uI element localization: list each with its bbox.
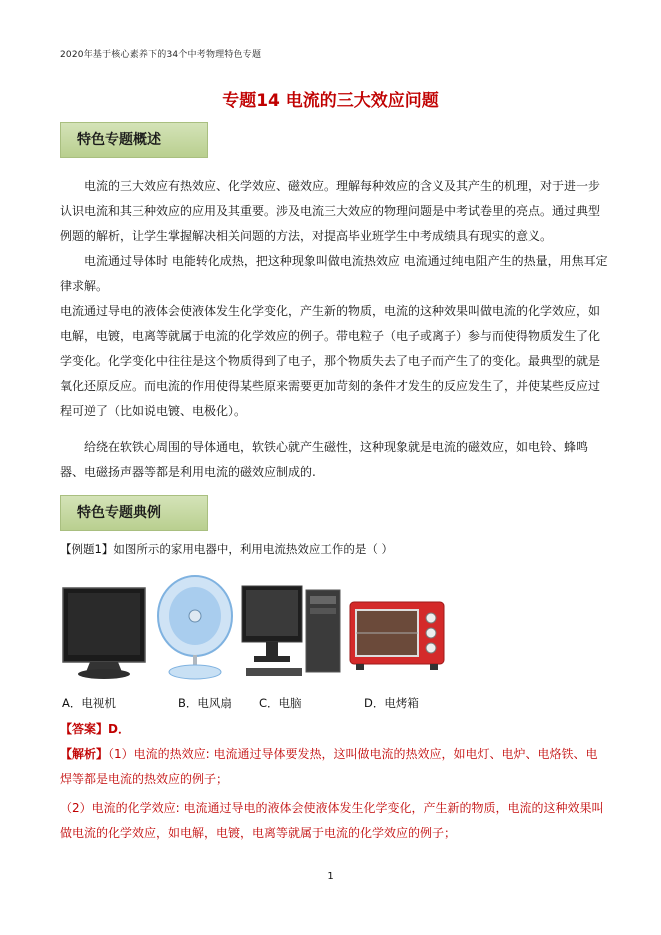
tv-image (60, 582, 148, 682)
analysis-part-1 (60, 742, 608, 792)
option-b: B．电风扇 (178, 696, 232, 710)
oven-image (348, 598, 448, 674)
answer-tag: 【答案】 (60, 722, 109, 736)
overview-paragraph-3: 电流通过导电的液体会使液体发生化学变化，产生新的物质，电流的这种效果叫做电流的化学效应，如电解，电镀，电离等就属于电流的化学效应的例子。带电粒子（电子或离子）参与而使得物质发生了化学变化。化学变化中往往是这个物质得到了电子，那个物质失去了电子而产生了的变化。最典型的就是氧化还原反应。而电流的作用使得某些原来需要更加苛刻的条件才发生的反应发生了，并使某些反应过程可逆了（比如说电镀、电极化）。 (60, 304, 601, 418)
section-label-text: 特色专题概述 (77, 132, 161, 148)
answer-line (60, 717, 608, 742)
example-question (60, 541, 393, 557)
page-title: 专题14 电流的三大效应问题 (222, 91, 439, 111)
fan-image (154, 572, 236, 684)
page-number: 1 (327, 871, 334, 882)
overview-paragraph-4: 给绕在软铁心周围的导体通电，软铁心就产生磁性，这种现象就是电流的磁效应，如电铃、蜂鸣器、电磁扬声器等都是利用电流的磁效应制成的. (60, 440, 589, 479)
analysis-text-1: （1）电流的热效应: 电流通过导体要发热，这叫做电流的热效应，如电灯、电炉、电烙铁、电焊等都是电流的热效应的例子； (60, 747, 598, 786)
option-a: A．电视机 (62, 696, 116, 710)
section-label-text: 特色专题典例 (77, 505, 161, 521)
section-label-overview (60, 122, 208, 158)
computer-image (240, 580, 346, 684)
option-d: D．电烤箱 (364, 696, 419, 710)
appliance-images (60, 572, 620, 690)
example-question-text: 如图所示的家用电器中，利用电流热效应工作的是（ ） (113, 542, 393, 556)
option-c: C．电脑 (259, 696, 302, 710)
overview-paragraph-2: 电流通过导体时 电能转化成热，把这种现象叫做电流热效应 电流通过纯电阻产生的热量，用焦耳定律求解。 (60, 254, 608, 293)
section-label-examples (60, 495, 208, 531)
answer-text: D． (108, 722, 130, 736)
analysis-tag: 【解析】 (60, 747, 109, 761)
overview-paragraph-1: 电流的三大效应有热效应、化学效应、磁效应。理解每种效应的含义及其产生的机理，对于进一步认识电流和其三种效应的应用及其重要。涉及电流三大效应的物理问题是中考试卷里的亮点。通过典型例题的解析，让学生掌握解决相关问题的方法，对提高毕业班学生中考成绩具有现实的意义。 (60, 179, 601, 243)
running-header: 2020年基于核心素养下的34个中考物理特色专题 (60, 50, 262, 60)
example-tag: 【例题1】 (60, 542, 114, 556)
analysis-part-2: （2）电流的化学效应: 电流通过导电的液体会使液体发生化学变化，产生新的物质，电流的这种效果叫做电流的化学效应，如电解，电镀，电离等就属于电流的化学效应的例子； (60, 801, 604, 840)
